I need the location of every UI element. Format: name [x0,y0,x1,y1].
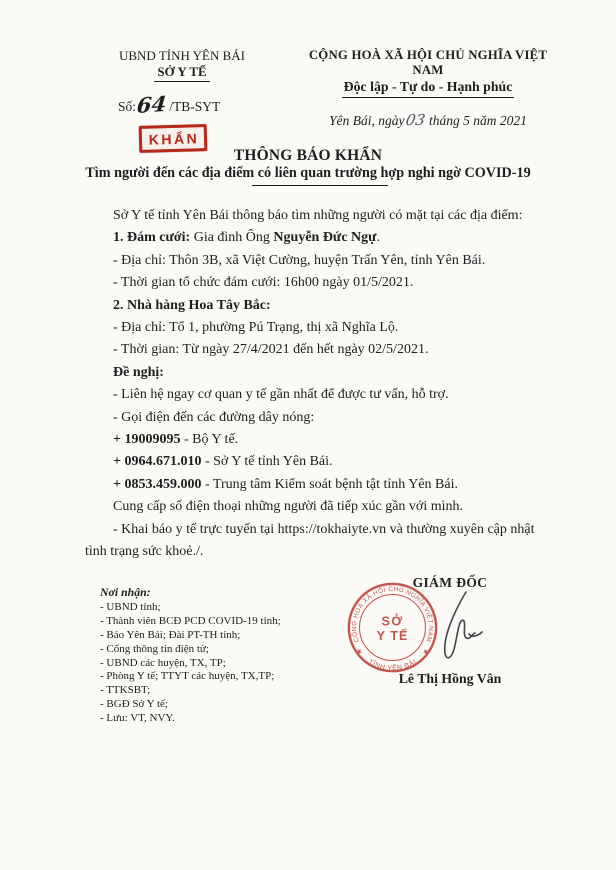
seal-bottom-arc-text: TỈNH YÊN BÁI [367,658,418,673]
body-paragraph: - Thời gian tổ chức đám cưới: 16h00 ngày 01/5/2021. [113,275,414,291]
national-title: CỘNG HOÀ XÃ HỘI CHỦ NGHĨA VIỆT NAM [308,48,548,77]
dateline-suffix: tháng 5 năm 2021 [428,113,527,128]
urgent-stamp-label: KHẨN [148,129,200,148]
document-body [85,205,553,564]
issuing-agency-block [82,48,282,82]
recipient-item: - Báo Yên Bái; Đài PT-TH tỉnh; [100,628,241,641]
seal-center-line2: Y TẾ [376,629,409,644]
place-date-line [292,111,564,129]
seal-center-line1: SỞ [381,614,404,629]
recipients-label: Nơi nhận: [100,585,151,599]
body-paragraph: + 0853.459.000 - Trung tâm Kiểm soát bệnh tật tỉnh Yên Bái. [113,476,458,492]
recipients-list [100,601,340,726]
document-number-handwritten: 64 [135,91,168,118]
body-paragraph: 2. Nhà hàng Hoa Tây Bắc: [113,297,271,313]
body-paragraph: - Gọi điện đến các đường dây nóng: [113,409,315,425]
recipient-item: - TTKSBT; [100,684,151,697]
document-number-suffix: /TB-SYT [169,99,221,114]
body-paragraph: 1. Đám cưới: Gia đình Ông Nguyễn Đức Ngự. [113,230,381,246]
recipient-item: - Cổng thông tin điện tử; [100,642,209,655]
body-paragraph: - Địa chỉ: Tổ 1, phường Pú Trạng, thị xã Nghĩa Lộ. [113,320,399,336]
signer-name: Lê Thị Hồng Vân [398,671,502,686]
body-paragraph: Sở Y tế tỉnh Yên Bái thông báo tìm những người có mặt tại các địa điểm: [113,208,523,223]
recipient-item: - Thành viên BCĐ PCD COVID-19 tỉnh; [100,614,281,627]
handwritten-signature [419,589,489,669]
body-paragraph: Đề nghị: [113,364,164,380]
body-paragraph: Cung cấp số điện thoại những người đã tiếp xúc gần với mình. [113,499,463,515]
seal-right-star-icon: ★ [420,645,432,658]
body-paragraph: + 19009095 - Bộ Y tế. [113,432,239,448]
agency-name: SỞ Y TẾ [154,64,209,82]
seal-left-star-icon: ★ [353,645,365,658]
recipient-item: - Lưu: VT, NVY. [100,712,175,725]
body-paragraph: - Khai báo y tế trực tuyến tại https://tokhaiyte.vn và thường xuyên cập nhật tình trạng sức khoẻ./. [85,521,535,560]
document-title: THÔNG BÁO KHẨN [233,147,383,164]
recipient-item: - UBND các huyện, TX, TP; [100,656,226,669]
title-underline [252,185,388,186]
document-number-prefix: Số: [118,99,137,114]
seal-top-arc-text: CỘNG HOÀ XÃ HỘI CHỦ NGHĨA VIỆT NAM [351,585,434,643]
recipient-item: - UBND tỉnh; [100,600,161,613]
body-paragraph: - Địa chỉ: Thôn 3B, xã Việt Cường, huyện Trấn Yên, tỉnh Yên Bái. [113,252,486,268]
dateline-prefix: Yên Bái, ngày [329,113,405,128]
document-subtitle: Tìm người đến các địa điểm có liên quan trường hợp nghi ngờ COVID-19 [85,165,531,181]
document-number [118,91,221,118]
body-paragraph: - Thời gian: Từ ngày 27/4/2021 đến hết ngày 02/5/2021. [113,342,429,358]
recipient-item: - BGĐ Sở Y tế; [100,698,168,711]
signer-role: GIÁM ĐỐC [412,575,488,590]
recipient-item: - Phòng Y tế; TTYT các huyện, TX,TP; [100,670,275,683]
body-paragraph: + 0964.671.010 - Sở Y tế tỉnh Yên Bái. [113,454,333,470]
day-handwritten: 03 [403,111,427,129]
recipients-block [100,586,340,726]
national-motto: Độc lập - Tự do - Hạnh phúc [342,79,515,98]
agency-parent-name: UBND TỈNH YÊN BÁI [118,48,246,63]
national-header-block [292,48,564,129]
body-paragraph: - Liên hệ ngay cơ quan y tế gần nhất để được tư vấn, hỗ trợ. [113,387,449,403]
